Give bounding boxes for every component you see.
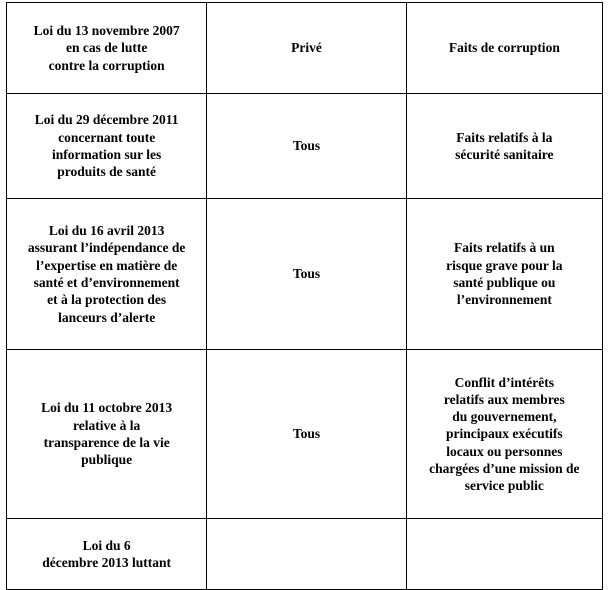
table-row [7,3,603,94]
facts-line: Faits relatifs à un [454,240,555,256]
facts-line: chargées d’une mission de [429,460,580,476]
law-line: l’expertise en matière de [36,257,178,273]
facts-cell [406,350,602,519]
facts-line: principaux exécutifs [446,426,563,442]
law-line: contre la corruption [48,57,165,73]
scope-cell [207,519,406,590]
law-line: Loi du 11 octobre 2013 [41,400,173,416]
facts-line: du gouvernement, [452,409,557,425]
law-cell [7,3,207,94]
law-line: Loi du 16 avril 2013 [48,223,165,239]
law-line: Loi du 29 décembre 2011 [34,112,179,128]
scope-cell: Tous [207,94,406,199]
facts-line: Faits relatifs à la [456,129,553,145]
facts-line: service public [464,478,544,494]
law-table-body [7,3,603,590]
law-line: en cas de lutte [65,40,148,56]
scope-cell: Tous [207,199,406,350]
law-line: concernant toute [58,129,156,145]
law-line: Loi du 6 [82,537,131,553]
law-line: transparence de la vie [43,435,170,450]
law-line: publique [81,452,133,468]
scope-cell: Privé [207,3,406,94]
table-row [7,94,603,199]
law-cell [7,199,207,350]
law-cell [7,94,207,199]
law-cell [7,519,207,590]
law-line: assurant l’indépendance de [27,240,186,256]
table-row [7,199,603,350]
facts-line: relatifs aux membres [443,391,565,407]
facts-line: locaux ou personnes [446,443,563,459]
law-line: lanceurs d’alerte [58,309,156,325]
facts-cell [406,519,602,590]
table-row [7,519,603,590]
facts-line: Conflit d’intérêts [454,374,554,390]
table-row [7,350,603,519]
scope-cell: Tous [207,350,406,519]
law-line: information sur les [52,147,162,162]
facts-line: l’environnement [456,292,552,308]
law-line: et à la protection des [47,292,167,308]
facts-cell [406,199,602,350]
law-line: relative à la [73,417,141,433]
facts-cell [406,3,602,94]
law-line: produits de santé [57,164,157,180]
facts-line: sécurité sanitaire [455,147,554,162]
law-line: décembre 2013 luttant [42,555,172,570]
law-line: Loi du 13 novembre 2007 [33,23,180,39]
facts-cell [406,94,602,199]
law-table [6,2,603,590]
law-line: santé et d’environnement [33,275,180,290]
law-cell [7,350,207,519]
facts-line: santé publique ou [453,275,556,290]
document-page [0,2,608,578]
facts-line: risque grave pour la [446,257,563,273]
facts-line: Faits de corruption [448,40,560,56]
